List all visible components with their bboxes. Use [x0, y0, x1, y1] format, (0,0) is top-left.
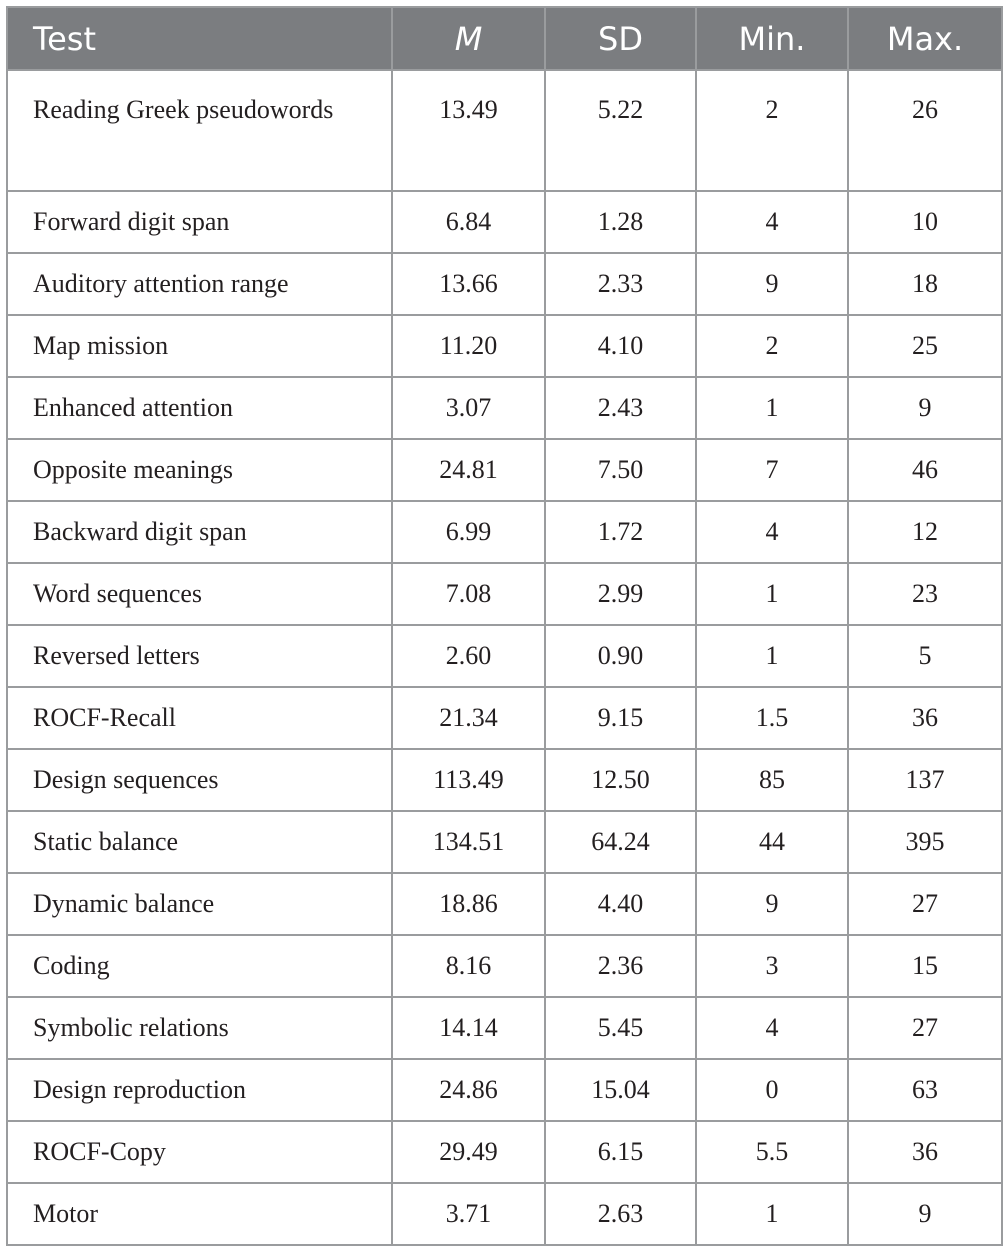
- cell-sd: 4.10: [545, 315, 696, 377]
- cell-min: 7: [696, 439, 848, 501]
- cell-min: 0: [696, 1059, 848, 1121]
- table-row: [7, 687, 1002, 749]
- cell-mean: 113.49: [392, 749, 545, 811]
- header-test: Test: [7, 7, 392, 70]
- cell-min: 4: [696, 191, 848, 253]
- table-body: [7, 70, 1002, 1245]
- cell-sd: 2.33: [545, 253, 696, 315]
- cell-max: 18: [848, 253, 1002, 315]
- cell-sd: 5.45: [545, 997, 696, 1059]
- cell-sd: 2.63: [545, 1183, 696, 1245]
- header-max: Max.: [848, 7, 1002, 70]
- cell-mean: 29.49: [392, 1121, 545, 1183]
- cell-mean: 3.71: [392, 1183, 545, 1245]
- cell-test: Backward digit span: [7, 501, 392, 563]
- cell-mean: 13.66: [392, 253, 545, 315]
- table-row: [7, 935, 1002, 997]
- cell-test: Reading Greek pseudowords: [7, 70, 392, 191]
- cell-sd: 2.99: [545, 563, 696, 625]
- cell-mean: 8.16: [392, 935, 545, 997]
- header-min: Min.: [696, 7, 848, 70]
- header-mean: M: [392, 7, 545, 70]
- cell-max: 10: [848, 191, 1002, 253]
- cell-max: 9: [848, 1183, 1002, 1245]
- cell-max: 9: [848, 377, 1002, 439]
- cell-test: Enhanced attention: [7, 377, 392, 439]
- cell-min: 85: [696, 749, 848, 811]
- cell-sd: 5.22: [545, 70, 696, 191]
- cell-sd: 2.43: [545, 377, 696, 439]
- cell-max: 137: [848, 749, 1002, 811]
- cell-test: Motor: [7, 1183, 392, 1245]
- cell-mean: 7.08: [392, 563, 545, 625]
- table-row: [7, 439, 1002, 501]
- cell-min: 1: [696, 1183, 848, 1245]
- table-row: [7, 191, 1002, 253]
- cell-test: Symbolic relations: [7, 997, 392, 1059]
- table-row: [7, 377, 1002, 439]
- cell-min: 1: [696, 625, 848, 687]
- cell-sd: 4.40: [545, 873, 696, 935]
- cell-mean: 24.86: [392, 1059, 545, 1121]
- cell-test: Map mission: [7, 315, 392, 377]
- cell-mean: 24.81: [392, 439, 545, 501]
- table-row: [7, 1059, 1002, 1121]
- table-header: [7, 7, 1002, 70]
- cell-min: 3: [696, 935, 848, 997]
- cell-sd: 1.28: [545, 191, 696, 253]
- cell-max: 27: [848, 873, 1002, 935]
- cell-sd: 7.50: [545, 439, 696, 501]
- cell-mean: 18.86: [392, 873, 545, 935]
- cell-mean: 21.34: [392, 687, 545, 749]
- cell-sd: 0.90: [545, 625, 696, 687]
- table-row: [7, 253, 1002, 315]
- cell-min: 4: [696, 997, 848, 1059]
- cell-max: 63: [848, 1059, 1002, 1121]
- cell-min: 1: [696, 563, 848, 625]
- cell-max: 27: [848, 997, 1002, 1059]
- cell-max: 36: [848, 1121, 1002, 1183]
- cell-mean: 6.84: [392, 191, 545, 253]
- cell-test: Forward digit span: [7, 191, 392, 253]
- cell-min: 9: [696, 873, 848, 935]
- cell-mean: 14.14: [392, 997, 545, 1059]
- cell-mean: 6.99: [392, 501, 545, 563]
- table-row: [7, 997, 1002, 1059]
- cell-sd: 12.50: [545, 749, 696, 811]
- table-row: [7, 811, 1002, 873]
- cell-min: 1.5: [696, 687, 848, 749]
- cell-sd: 15.04: [545, 1059, 696, 1121]
- cell-test: Reversed letters: [7, 625, 392, 687]
- cell-mean: 2.60: [392, 625, 545, 687]
- cell-test: Design sequences: [7, 749, 392, 811]
- table-row: [7, 1121, 1002, 1183]
- cell-test: ROCF-Recall: [7, 687, 392, 749]
- table-row: [7, 625, 1002, 687]
- cell-max: 5: [848, 625, 1002, 687]
- table-row: [7, 70, 1002, 191]
- cell-test: Auditory attention range: [7, 253, 392, 315]
- cell-max: 395: [848, 811, 1002, 873]
- cell-sd: 6.15: [545, 1121, 696, 1183]
- header-row: [7, 7, 1002, 70]
- table-row: [7, 315, 1002, 377]
- cell-mean: 11.20: [392, 315, 545, 377]
- cell-max: 46: [848, 439, 1002, 501]
- cell-mean: 13.49: [392, 70, 545, 191]
- cell-test: Dynamic balance: [7, 873, 392, 935]
- cell-min: 2: [696, 70, 848, 191]
- cell-sd: 64.24: [545, 811, 696, 873]
- cell-min: 9: [696, 253, 848, 315]
- cell-sd: 1.72: [545, 501, 696, 563]
- cell-mean: 134.51: [392, 811, 545, 873]
- cell-min: 2: [696, 315, 848, 377]
- descriptive-statistics-table: [6, 6, 1003, 1246]
- cell-test: ROCF-Copy: [7, 1121, 392, 1183]
- cell-sd: 2.36: [545, 935, 696, 997]
- table-row: [7, 501, 1002, 563]
- cell-test: Word sequences: [7, 563, 392, 625]
- table-row: [7, 749, 1002, 811]
- cell-test: Design reproduction: [7, 1059, 392, 1121]
- cell-max: 26: [848, 70, 1002, 191]
- table-row: [7, 1183, 1002, 1245]
- cell-test: Opposite meanings: [7, 439, 392, 501]
- cell-min: 1: [696, 377, 848, 439]
- cell-max: 23: [848, 563, 1002, 625]
- cell-max: 12: [848, 501, 1002, 563]
- cell-max: 25: [848, 315, 1002, 377]
- cell-min: 44: [696, 811, 848, 873]
- cell-max: 15: [848, 935, 1002, 997]
- cell-mean: 3.07: [392, 377, 545, 439]
- table-row: [7, 873, 1002, 935]
- table-row: [7, 563, 1002, 625]
- cell-sd: 9.15: [545, 687, 696, 749]
- cell-min: 4: [696, 501, 848, 563]
- cell-min: 5.5: [696, 1121, 848, 1183]
- cell-test: Coding: [7, 935, 392, 997]
- header-sd: SD: [545, 7, 696, 70]
- cell-max: 36: [848, 687, 1002, 749]
- cell-test: Static balance: [7, 811, 392, 873]
